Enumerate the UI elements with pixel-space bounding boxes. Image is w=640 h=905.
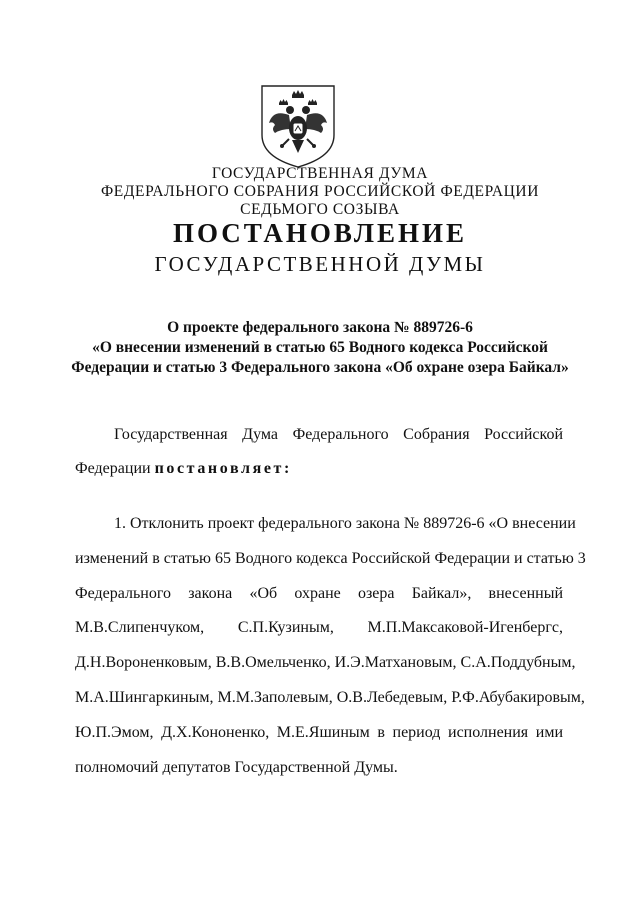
preamble-line-2 — [75, 459, 563, 479]
header-duma: ГОСУДАРСТВЕННАЯ ДУМА — [211, 165, 429, 182]
document-title: ПОСТАНОВЛЕНИЕ — [172, 218, 468, 248]
clause-line: М.А.Шингаркиным, М.М.Заполевым, О.В.Лебедевым, Р.Ф.Абубакировым, — [75, 689, 585, 706]
resolves-keyword: постановляет: — [154, 460, 292, 477]
header-convocation: СЕДЬМОГО СОЗЫВА — [240, 201, 400, 218]
clause-line: полномочий депутатов Государственной Думы. — [75, 759, 398, 776]
clause-line: Ю.П.Эмом, Д.Х.Кононенко, М.Е.Яшиным в период исполнения ими — [75, 724, 563, 741]
subject-line-3: Федерации и статью 3 Федерального закона «Об охране озера Байкал» — [71, 359, 569, 376]
preamble-federation: Федерации — [75, 460, 151, 477]
subject-line-2: «О внесении изменений в статью 65 Водного кодекса Российской — [92, 339, 548, 356]
preamble-line-1: Государственная Дума Федерального Собрания Российской — [114, 426, 563, 443]
clause-line: Федерального закона «Об охране озера Байкал», внесенный — [75, 585, 563, 602]
subject-line-1: О проекте федерального закона № 889726-6 — [167, 319, 473, 336]
coat-of-arms-icon — [259, 83, 337, 169]
clause-line: Д.Н.Вороненковым, В.В.Омельченко, И.Э.Матхановым, С.А.Поддубным, — [75, 654, 576, 671]
clause-line: 1. Отклонить проект федерального закона № 889726-6 «О внесении — [114, 515, 576, 532]
clause-line: М.В.Слипенчуком, С.П.Кузиным, М.П.Максаковой-Игенбергс, — [75, 619, 563, 636]
clause-line: изменений в статью 65 Водного кодекса Российской Федерации и статью 3 — [75, 550, 586, 567]
header-federal-assembly: ФЕДЕРАЛЬНОГО СОБРАНИЯ РОССИЙСКОЙ ФЕДЕРАЦИИ — [100, 183, 540, 200]
document-subtitle: ГОСУДАРСТВЕННОЙ ДУМЫ — [154, 252, 486, 276]
